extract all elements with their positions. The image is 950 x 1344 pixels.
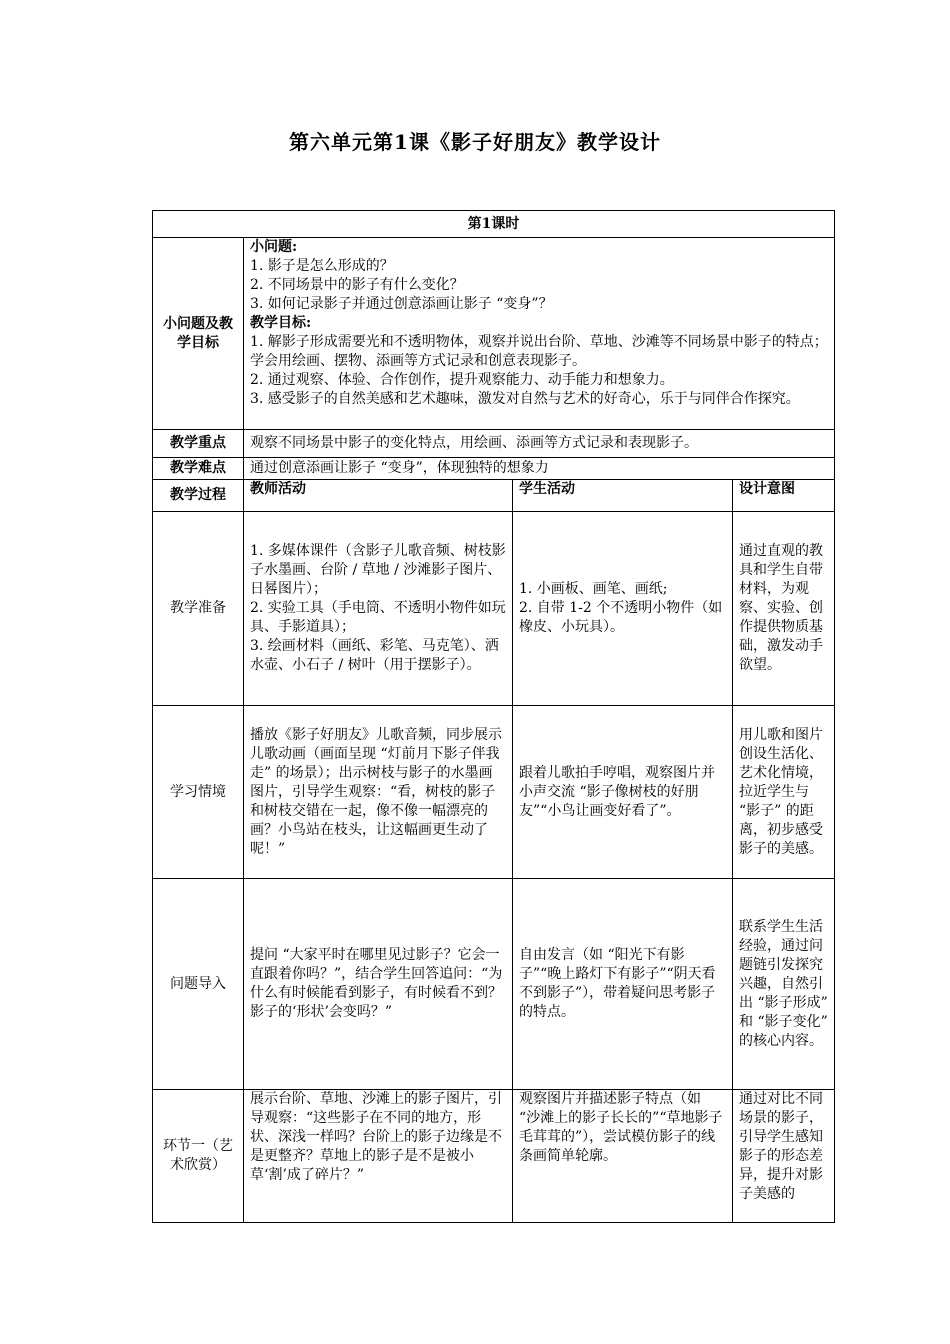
process-row [153,706,835,879]
stage-label: 问题导入 [153,879,244,1090]
lesson-plan-table [152,210,835,1223]
column-header-intent: 设计意图 [733,480,835,512]
column-header-teacher: 教师活动 [244,480,513,512]
stage-label: 环节一（艺术欣赏） [153,1090,244,1223]
key-point-text: 观察不同场景中影子的变化特点，用绘画、添画等方式记录和表现影子。 [244,430,835,458]
difficulty-text: 通过创意添画让影子 “变身”，体现独特的想象力 [244,458,835,480]
student-activity: 1. 小画板、画笔、画纸; 2. 自带 1-2 个不透明小物件（如橡皮、小玩具）。 [513,512,733,706]
question-item: 3. 如何记录影子并通过创意添画让影子 “变身”？ [250,296,553,312]
goal-item: 1. 解影子形成需要光和不透明物体，观察并说出台阶、草地、沙滩等不同场景中影子的特点；学会用绘画、摆物、添画等方式记录和创意表现影子。 [250,334,828,369]
design-intent: 通过直观的教具和学生自带材料，为观察、实验、创作提供物质基础，激发动手欲望。 [733,512,835,706]
process-row [153,879,835,1090]
session-header: 第1课时 [153,211,835,238]
process-row [153,1090,835,1223]
student-activity: 跟着儿歌拍手哼唱，观察图片并小声交流 “影子像树枝的好朋友”“小鸟让画变好看了”。 [513,706,733,879]
session-header-row [153,211,835,238]
teacher-activity: 播放《影子好朋友》儿歌音频，同步展示儿歌动画（画面呈现 “灯前月下影子伴我走” 的场景）；出示树枝与影子的水墨画图片，引导学生观察：“看，树枝的影子和树枝交错在一起，像不像一幅漂亮的画？小鸟站在枝头，让这幅画更生动了呢！” [244,706,513,879]
difficulty-label: 教学难点 [153,458,244,480]
objectives-content [244,238,835,430]
questions-heading: 小问题: [250,239,298,255]
process-row [153,512,835,706]
design-intent: 联系学生生活经验，通过问题链引发探究兴趣，自然引出 “影子形成” 和 “影子变化” 的核心内容。 [733,879,835,1090]
goal-item: 2. 通过观察、体验、合作创作，提升观察能力、动手能力和想象力。 [250,372,674,388]
student-activity: 观察图片并描述影子特点（如 “沙滩上的影子长长的”“草地影子毛茸茸的”），尝试模仿影子的线条画简单轮廓。 [513,1090,733,1223]
process-label: 教学过程 [153,480,244,512]
teacher-activity: 提问 “大家平时在哪里见过影子？它会一直跟着你吗？”，结合学生回答追问：“为什么有时候能看到影子，有时候看不到？影子的‘形状’会变吗？” [244,879,513,1090]
key-point-row [153,430,835,458]
objectives-label: 小问题及教学目标 [153,238,244,430]
goals-heading: 教学目标: [250,315,312,331]
difficulty-row [153,458,835,480]
process-header-row [153,480,835,512]
question-item: 2. 不同场景中的影子有什么变化？ [250,277,464,293]
teacher-activity: 展示台阶、草地、沙滩上的影子图片，引导观察：“这些影子在不同的地方，形状、深浅一样吗？台阶上的影子边缘是不是更整齐？草地上的影子是不是被小草‘割’成了碎片？” [244,1090,513,1223]
design-intent: 用儿歌和图片创设生活化、艺术化情境，拉近学生与 “影子” 的距离，初步感受影子的美感。 [733,706,835,879]
document-title: 第六单元第1课《影子好朋友》教学设计 [289,130,661,154]
question-item: 1. 影子是怎么形成的？ [250,258,394,274]
stage-label: 教学准备 [153,512,244,706]
teacher-activity: 1. 多媒体课件（含影子儿歌音频、树枝影子水墨画、台阶 / 草地 / 沙滩影子图片、日晷图片）； 2. 实验工具（手电筒、不透明小物件如玩具、手影道具）； 3. 绘画材料（画纸、彩笔、马克笔）、洒水壶、小石子 / 树叶（用于摆影子）。 [244,512,513,706]
column-header-student: 学生活动 [513,480,733,512]
student-activity: 自由发言（如 “阳光下有影子”“晚上路灯下有影子”“阴天看不到影子”），带着疑问思考影子的特点。 [513,879,733,1090]
key-point-label: 教学重点 [153,430,244,458]
design-intent: 通过对比不同场景的影子，引导学生感知影子的形态差异，提升对影子美感的 [733,1090,835,1223]
objectives-row [153,238,835,430]
stage-label: 学习情境 [153,706,244,879]
goal-item: 3. 感受影子的自然美感和艺术趣味，激发对自然与艺术的好奇心，乐于与同伴合作探究。 [250,391,800,407]
